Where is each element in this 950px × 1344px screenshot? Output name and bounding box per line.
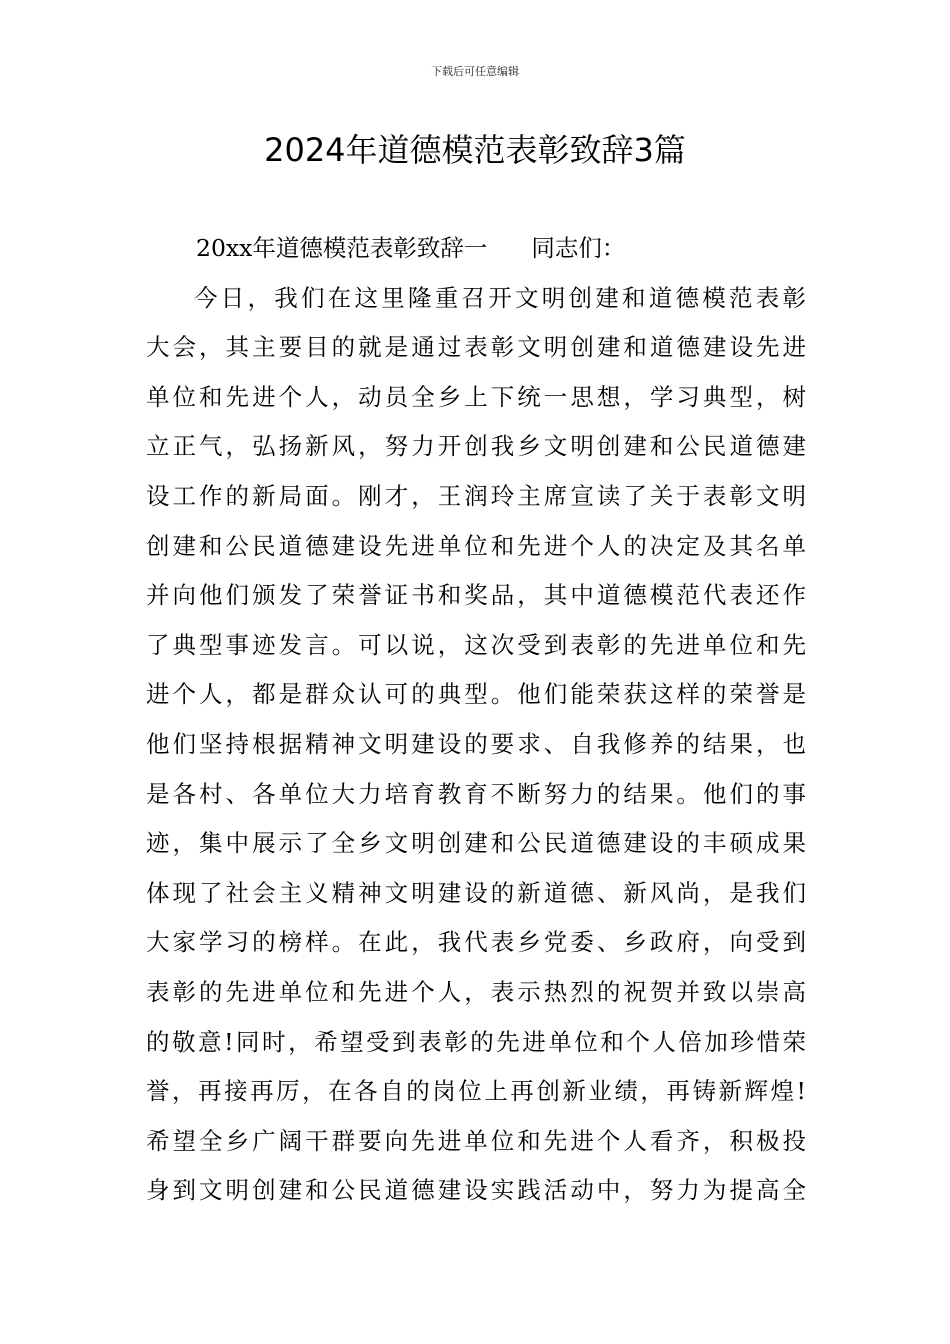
paragraph-line: 了典型事迹发言。可以说，这次受到表彰的先进单位和先 <box>146 630 806 659</box>
document-title: 2024年道德模范表彰致辞3篇 <box>264 131 686 169</box>
paragraph-line: 的敬意!同时，希望受到表彰的先进单位和个人倍加珍惜荣 <box>146 1027 806 1056</box>
paragraph-line: 身到文明创建和公民道德建设实践活动中，努力为提高全 <box>146 1176 806 1205</box>
body-text <box>146 224 806 1216</box>
paragraph-line: 创建和公民道德建设先进单位和先进个人的决定及其名单 <box>146 531 806 560</box>
paragraph-line: 希望全乡广阔干群要向先进单位和先进个人看齐，积极投 <box>146 1126 806 1155</box>
paragraph-line: 誉，再接再厉，在各自的岗位上再创新业绩，再铸新辉煌! <box>146 1077 806 1106</box>
paragraph-line: 大会，其主要目的就是通过表彰文明创建和道德建设先进 <box>146 333 806 362</box>
paragraph-line: 进个人，都是群众认可的典型。他们能荣获这样的荣誉是 <box>146 680 806 709</box>
paragraph-line: 是各村、各单位大力培育教育不断努力的结果。他们的事 <box>146 779 806 808</box>
header-note: 下载后可任意编辑 <box>431 65 519 78</box>
paragraph-line: 迹，集中展示了全乡文明创建和公民道德建设的丰硕成果 <box>146 829 806 858</box>
paragraph-line: 表彰的先进单位和先进个人，表示热烈的祝贺并致以崇高 <box>146 977 806 1006</box>
salutation: 同志们： <box>531 234 626 262</box>
paragraph-line: 大家学习的榜样。在此，我代表乡党委、乡政府，向受到 <box>146 928 806 957</box>
paragraph-line: 设工作的新局面。刚才，王润玲主席宣读了关于表彰文明 <box>146 481 806 510</box>
paragraph-line: 单位和先进个人，动员全乡上下统一思想，学习典型，树 <box>146 382 806 411</box>
paragraph-line: 今日，我们在这里隆重召开文明创建和道德模范表彰 <box>194 283 806 312</box>
paragraph-line: 并向他们颁发了荣誉证书和奖品，其中道德模范代表还作 <box>146 581 806 610</box>
paragraph-line: 立正气，弘扬新风，努力开创我乡文明创建和公民道德建 <box>146 432 806 461</box>
paragraph-line: 体现了社会主义精神文明建设的新道德、新风尚，是我们 <box>146 878 806 907</box>
paragraph-line: 他们坚持根据精神文明建设的要求、自我修养的结果，也 <box>146 729 806 758</box>
subheading: 20xx年道德模范表彰致辞一 <box>196 234 488 262</box>
subheading-line <box>146 224 806 274</box>
